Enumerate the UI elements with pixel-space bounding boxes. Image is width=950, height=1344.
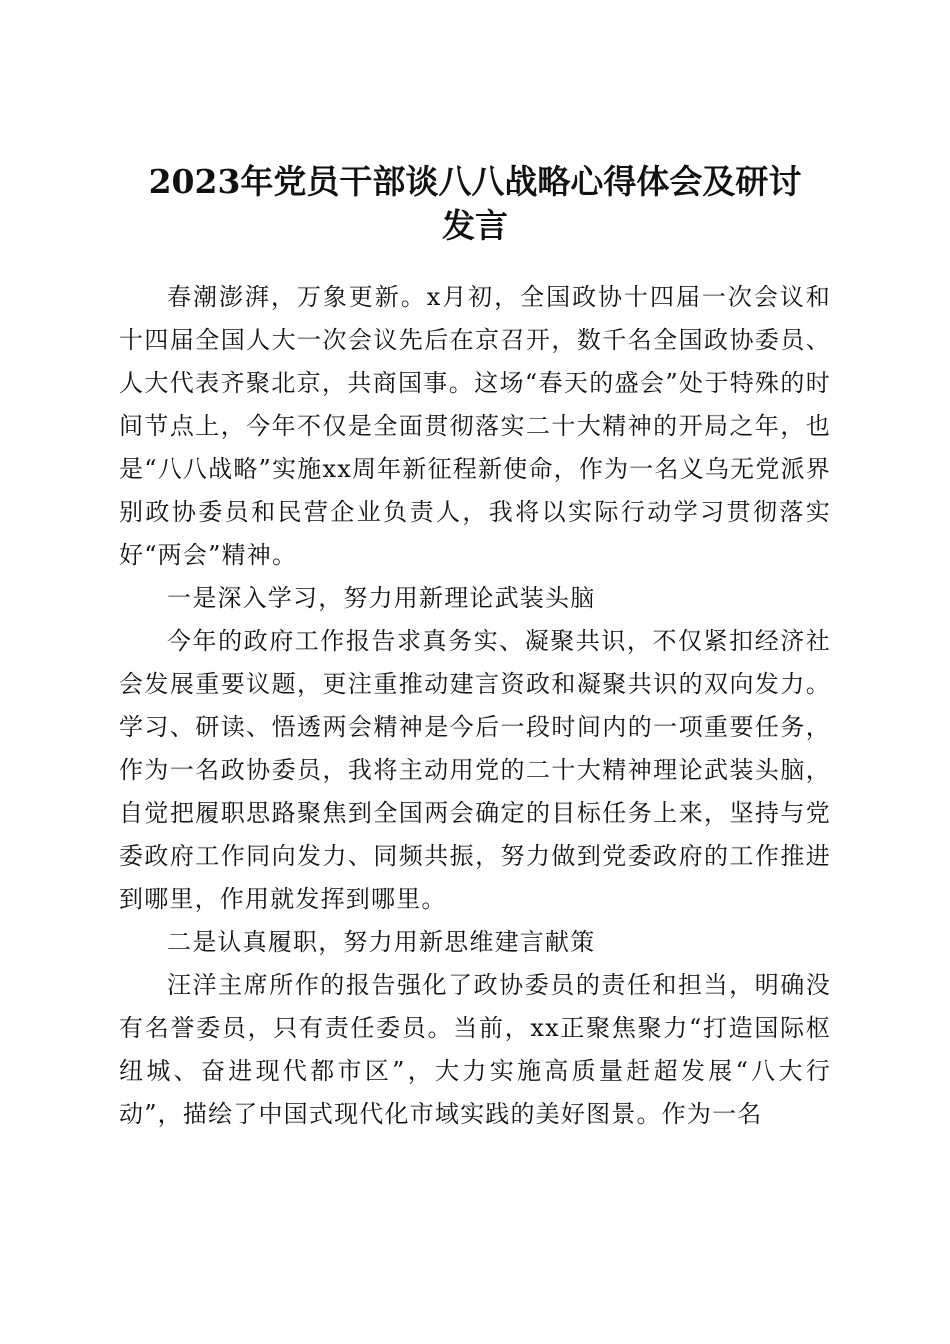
section-heading-2: 二是认真履职，努力用新思维建言献策 (167, 928, 596, 956)
paragraph-section-2: 汪洋主席所作的报告强化了政协委员的责任和担当，明确没有名誉委员，只有责任委员。当前，xx正聚焦聚力“打造国际枢纽城、奋进现代都市区”，大力实施高质量赶超发展“八大行动”，描绘了中国式现代化市域实践的美好图景。作为一名 (119, 971, 831, 1128)
document-body (119, 276, 831, 1136)
paragraph-section-1: 今年的政府工作报告求真务实、凝聚共识，不仅紧扣经济社会发展重要议题，更注重推动建言资政和凝聚共识的双向发力。学习、研读、悟透两会精神是今后一段时间内的一项重要任务，作为一名政协委员，我将主动用党的二十大精神理论武装头脑，自觉把履职思路聚焦到全国两会确定的目标任务上来，坚持与党委政府工作同向发力、同频共振，努力做到党委政府的工作推进到哪里，作用就发挥到哪里。 (119, 627, 831, 913)
section-heading-1: 一是深入学习，努力用新理论武装头脑 (167, 584, 596, 612)
paragraph-intro: 春潮澎湃，万象更新。x月初，全国政协十四届一次会议和十四届全国人大一次会议先后在京召开，数千名全国政协委员、人大代表齐聚北京，共商国事。这场“春天的盛会”处于特殊的时间节点上，今年不仅是全面贯彻落实二十大精神的开局之年，也是“八八战略”实施xx周年新征程新使命，作为一名义乌无党派界别政协委员和民营企业负责人，我将以实际行动学习贯彻落实好“两会”精神。 (119, 283, 831, 569)
title-line-1: 2023年党员干部谈八八战略心得体会及研讨 (148, 162, 802, 202)
document-title (110, 160, 840, 248)
title-line-2: 发言 (442, 206, 508, 246)
